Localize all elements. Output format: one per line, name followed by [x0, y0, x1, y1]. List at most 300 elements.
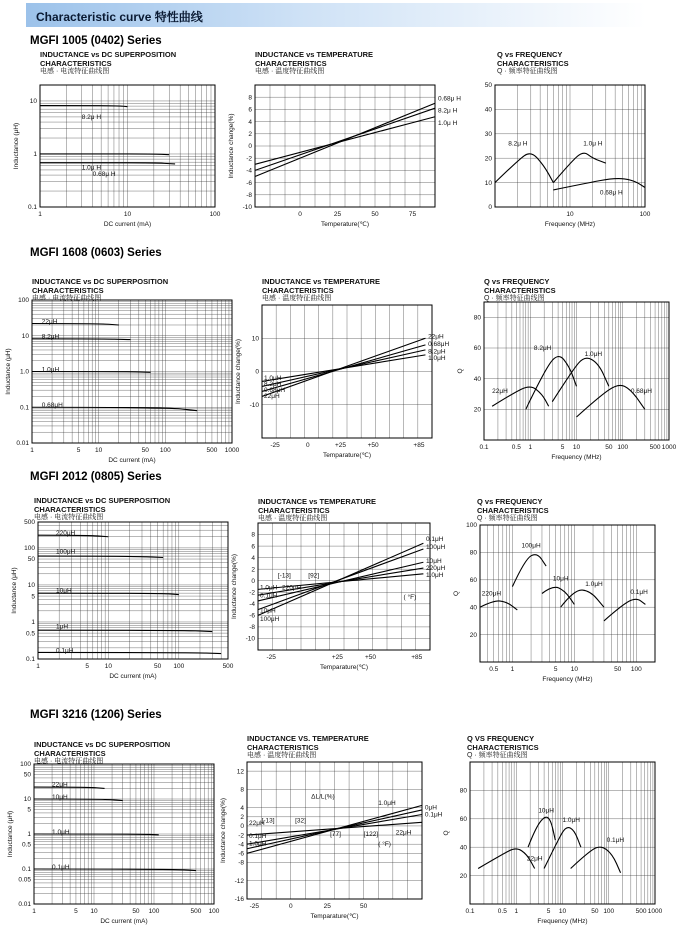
temperature-chart-title: INDUCTANCE vs TEMPERATURE	[258, 497, 377, 506]
y-tick-label: 40	[473, 375, 481, 383]
x-tick-label: 0.5	[489, 666, 499, 673]
x-axis-label: DC current (mA)	[100, 918, 148, 925]
y-axis-label: Q	[443, 830, 450, 836]
y-tick-label: 2	[248, 131, 252, 138]
series-label: 1.0μH	[426, 571, 444, 579]
series-curve	[604, 599, 645, 621]
y-tick-label: -2	[238, 832, 244, 840]
y-tick-label: 80	[459, 787, 467, 795]
y-axis-label: Inductance change(%)	[231, 553, 238, 620]
y-tick-label: 50	[27, 556, 35, 564]
x-axis-label: Frequency (MHz)	[544, 221, 596, 228]
dc-superposition-chart-subtitle: 电感 · 电流特征曲线图	[34, 514, 104, 521]
q-frequency-chart-subtitle: Q · 频率特征曲线图	[497, 68, 558, 75]
x-tick-label: 100	[630, 666, 642, 673]
y-tick-label: 0.1	[21, 866, 31, 874]
temperature-chart-title: INDUCTANCE VS. TEMPERATURE	[247, 734, 369, 743]
x-tick-label: 5	[560, 444, 565, 451]
series-label: 0.1μH	[52, 863, 70, 871]
series-label: 1.0μH	[584, 351, 603, 359]
x-tick-label: +85	[413, 442, 425, 449]
temperature-chart-title: CHARACTERISTICS	[262, 286, 334, 295]
y-tick-label: 40	[469, 604, 477, 612]
dc-superposition-chart	[11, 519, 234, 680]
page-title: Characteristic curve 特性曲线	[36, 10, 203, 24]
y-tick-label: 12	[236, 768, 244, 776]
x-tick-label: 50	[605, 444, 613, 451]
series-curve	[526, 357, 577, 410]
y-tick-label: 80	[469, 549, 477, 557]
y-tick-label: 8	[248, 94, 252, 102]
y-tick-label: -6	[238, 850, 244, 858]
y-tick-label: 500	[24, 519, 35, 527]
series-label: 0.1μH	[260, 592, 278, 600]
y-tick-label: -8	[238, 859, 244, 867]
x-tick-label: 0.1	[479, 444, 489, 451]
temperature-chart-title: CHARACTERISTICS	[247, 743, 319, 752]
x-tick-label: 25	[323, 903, 331, 910]
chart-annotation: [-13]	[277, 572, 291, 580]
y-tick-label: 0.1	[25, 656, 35, 664]
x-tick-label: 500	[206, 447, 218, 454]
series-label: 1.0μ H	[438, 119, 458, 127]
series-label: 10μH	[538, 807, 554, 815]
y-tick-label: -10	[249, 401, 259, 409]
x-tick-label: +85	[411, 654, 423, 661]
x-tick-label: 50	[132, 908, 140, 915]
dc-superposition-chart-title: INDUCTANCE vs DC SUPERPOSITION	[40, 50, 177, 59]
y-tick-label: 8	[251, 531, 255, 539]
y-tick-label: 0	[255, 368, 259, 376]
x-tick-label: 5	[553, 666, 558, 673]
x-tick-label: 10	[90, 908, 98, 915]
temperature-chart	[228, 85, 461, 228]
x-tick-label: +25	[331, 654, 343, 661]
series-label: 0.68μ H	[438, 95, 461, 103]
series-label: 1.0μH	[52, 828, 70, 836]
series-label: 10μH	[260, 607, 276, 615]
y-tick-label: -6	[249, 612, 255, 620]
series-label: 100μH	[55, 548, 76, 556]
y-tick-label: 0.01	[16, 440, 29, 448]
y-axis-label: Q	[453, 590, 460, 597]
x-tick-label: +25	[334, 442, 346, 449]
series-label: 1.0μH	[585, 580, 603, 588]
y-tick-label: -4	[249, 601, 255, 609]
series-label: 220μH	[426, 565, 446, 573]
x-tick-label: 100	[208, 908, 220, 915]
y-tick-label: 0.5	[25, 630, 35, 638]
q-frequency-chart-title: CHARACTERISTICS	[484, 286, 556, 295]
series-label: 100μH	[426, 544, 446, 552]
y-tick-label: 80	[473, 314, 481, 322]
dc-superposition-chart-subtitle: 电感 · 电流特征曲线图	[32, 295, 102, 302]
series-label: 8.2μ H	[438, 107, 458, 115]
dc-superposition-chart-subtitle: 电感 · 电流特征曲线图	[40, 68, 110, 75]
series-label: 8.2μH	[41, 333, 60, 341]
chart-annotation: [32]	[295, 817, 306, 825]
x-axis-label: Frequency (MHz)	[537, 918, 588, 925]
series-label: 10μH	[426, 558, 442, 566]
chart-annotation: ( °F)	[403, 594, 417, 602]
series-label: 1.0μH	[41, 366, 60, 374]
y-tick-label: -2	[246, 155, 252, 163]
chart-annotation: [92]	[308, 572, 320, 580]
series-label: 0μH	[424, 804, 437, 812]
dc-superposition-chart-title: CHARACTERISTICS	[32, 286, 104, 295]
x-tick-label: 50	[371, 211, 379, 218]
series-label: 22μH	[41, 318, 58, 326]
dc-superposition-chart-title: INDUCTANCE vs DC SUPERPOSITION	[34, 740, 171, 749]
x-tick-label: 100	[173, 663, 185, 670]
temperature-chart	[231, 523, 446, 671]
y-axis-label: Inductance change(%)	[228, 113, 235, 179]
q-frequency-chart-title: CHARACTERISTICS	[477, 506, 549, 515]
series-label: 1.0μH	[264, 375, 282, 383]
x-tick-label: 1	[38, 211, 42, 218]
y-tick-label: 0	[240, 823, 244, 831]
series-label: 1.0μH	[562, 817, 580, 825]
y-tick-label: 20	[469, 631, 477, 639]
x-tick-label: 1	[514, 908, 519, 915]
x-axis-label: Temparature(℃)	[310, 913, 359, 920]
x-tick-label: 10	[570, 666, 578, 673]
x-tick-label: 50	[360, 903, 368, 910]
q-frequency-chart-subtitle: Q · 频率特征曲线图	[467, 752, 528, 759]
series-label: 8.2μ H	[508, 140, 528, 148]
y-tick-label: 4	[251, 554, 255, 562]
series-curve	[542, 587, 574, 604]
x-axis-label: DC current (mA)	[109, 673, 157, 680]
q-frequency-chart	[453, 522, 655, 683]
y-tick-label: 10	[251, 335, 259, 343]
y-tick-label: 40	[459, 844, 467, 852]
x-axis-label: Frequency (MHz)	[551, 454, 602, 461]
x-tick-label: +50	[367, 442, 379, 449]
series-label: 220μH	[282, 584, 302, 592]
series-label: 22μH	[492, 387, 508, 395]
y-tick-label: 10	[29, 98, 37, 106]
series-curve	[40, 163, 175, 164]
dc-superposition-chart	[13, 85, 221, 228]
y-tick-label: 2	[240, 814, 244, 821]
x-tick-label: 1	[32, 908, 36, 915]
x-tick-label: 25	[333, 211, 342, 218]
y-tick-label: 0.1	[27, 204, 37, 212]
series-label: 0.68μH	[630, 387, 652, 395]
x-tick-label: 1	[36, 663, 40, 670]
series-label: 0.1μH	[249, 832, 267, 840]
x-tick-label: 1	[30, 447, 34, 454]
y-tick-label: 10	[484, 179, 492, 187]
series-label: 1.0μH	[428, 355, 446, 363]
y-tick-label: 10	[23, 796, 31, 804]
temperature-chart-subtitle: 电感 · 温度特征曲线图	[255, 68, 325, 75]
dc-superposition-chart-title: CHARACTERISTICS	[34, 749, 106, 758]
series-label: 0.1μH	[426, 536, 444, 544]
series-label: 1.0μ H	[81, 164, 102, 172]
x-axis-label: Temparature(℃)	[319, 664, 369, 671]
x-tick-label: 50	[591, 908, 599, 915]
series-label: 1.0μH	[260, 584, 278, 592]
dc-superposition-chart-subtitle: 电感 · 电流特征曲线图	[34, 758, 104, 765]
series-label: 1μH	[55, 623, 69, 631]
x-tick-label: -25	[270, 442, 280, 449]
q-frequency-chart-title: CHARACTERISTICS	[467, 743, 539, 752]
q-frequency-chart	[484, 82, 651, 228]
y-tick-label: 0.1	[19, 404, 29, 412]
chart-annotation: [-13]	[261, 817, 275, 825]
y-axis-label: Inductance (μH)	[11, 567, 18, 614]
y-tick-label: 1.0	[19, 368, 29, 376]
series-label: 22μH	[52, 781, 68, 789]
y-tick-label: 60	[459, 816, 467, 823]
x-tick-label: 10	[123, 211, 132, 218]
chart-annotation: [122]	[363, 830, 379, 838]
q-frequency-chart-title: CHARACTERISTICS	[497, 59, 569, 68]
y-tick-label: -4	[246, 167, 252, 175]
y-tick-label: -8	[249, 624, 255, 632]
series-label: 8.2μH	[428, 348, 446, 356]
y-tick-label: -12	[234, 877, 244, 885]
x-tick-label: 100	[617, 444, 629, 451]
temperature-chart	[220, 762, 443, 920]
series-label: 1.0μ H	[583, 140, 603, 148]
y-tick-label: 0.5	[21, 841, 31, 849]
series-curve	[571, 847, 621, 873]
y-tick-label: 0	[251, 577, 255, 585]
series-label: 220μH	[55, 530, 76, 538]
series-label: 10μH	[52, 793, 68, 801]
temperature-chart	[235, 305, 450, 459]
y-tick-label: 4	[248, 118, 252, 126]
series-label: 22μH	[428, 333, 444, 341]
x-tick-label: 1000	[661, 444, 677, 451]
y-axis-label: Inductance (μH)	[13, 122, 20, 170]
q-frequency-chart-subtitle: Q · 频率特征曲线图	[484, 295, 545, 302]
x-axis-label: Temperature(℃)	[320, 221, 370, 228]
y-tick-label: 50	[484, 82, 492, 90]
series-label: 22μH	[264, 393, 280, 401]
y-tick-label: 60	[473, 345, 481, 353]
q-frequency-chart-title: Q VS FREQUENCY	[467, 734, 535, 743]
series-curve	[40, 106, 128, 107]
series-label: 1.0μH	[249, 840, 267, 848]
y-tick-label: 100	[466, 522, 477, 530]
y-tick-label: 5	[31, 593, 35, 601]
series-curve	[40, 154, 169, 155]
series-label: 0.68μ H	[599, 189, 623, 197]
y-axis-label: Inductance (μH)	[7, 810, 14, 858]
y-tick-label: -4	[238, 841, 244, 849]
y-tick-label: 8	[240, 786, 244, 794]
y-tick-label: 30	[484, 131, 492, 138]
temperature-chart-subtitle: 电感 · 温度特征曲线图	[258, 515, 328, 522]
series-label: 0.1μH	[630, 589, 648, 597]
y-tick-label: 1	[27, 831, 31, 839]
x-tick-label: 10	[566, 211, 574, 218]
x-tick-label: 1000	[647, 908, 663, 915]
y-tick-label: -16	[234, 896, 244, 904]
chart-annotation: [77]	[330, 830, 341, 838]
header-banner	[26, 3, 646, 27]
series-curve	[512, 555, 546, 587]
series-label: 0.1μH	[606, 837, 625, 845]
series-label: 22μH	[395, 829, 412, 837]
q-frequency-chart-title: Q vs FREQUENCY	[477, 497, 543, 506]
series-label: 0.68μH	[428, 341, 450, 349]
series-curve	[528, 817, 555, 847]
x-axis-label: DC current (mA)	[103, 221, 152, 228]
series-curve	[258, 549, 423, 610]
x-axis-label: DC current (mA)	[108, 457, 156, 464]
series-title: MGFI 1608 (0603) Series	[30, 247, 162, 259]
y-tick-label: -10	[242, 204, 252, 212]
series-label: 8.2μH	[533, 345, 552, 352]
x-tick-label: 100	[159, 447, 171, 454]
temperature-chart-subtitle: 电感 · 温度特征曲线图	[262, 295, 332, 302]
temperature-chart-title: INDUCTANCE vs TEMPERATURE	[255, 50, 374, 59]
x-axis-label: Temparature(℃)	[322, 452, 372, 459]
series-curve	[553, 153, 605, 182]
y-tick-label: 20	[459, 872, 467, 880]
y-tick-label: 10	[21, 332, 29, 340]
series-label: 22μH	[249, 820, 265, 828]
x-tick-label: 5	[74, 908, 78, 915]
x-axis-label: Frequency (MHz)	[542, 676, 593, 683]
x-tick-label: 500	[649, 444, 661, 451]
y-tick-label: 6	[251, 543, 255, 551]
y-tick-label: 1	[33, 151, 37, 159]
dc-superposition-chart-title: INDUCTANCE vs DC SUPERPOSITION	[34, 496, 171, 505]
x-tick-label: 50	[614, 666, 622, 673]
series-title: MGFI 3216 (1206) Series	[30, 709, 162, 721]
chart-annotation: ΔL/L(%)	[311, 793, 335, 801]
series-label: 22μH	[526, 855, 543, 863]
temperature-chart-title: INDUCTANCE vs TEMPERATURE	[262, 277, 381, 286]
y-tick-label: 50	[23, 771, 31, 779]
series-label: 0.68μ H	[92, 170, 116, 178]
y-tick-label: 40	[484, 106, 492, 114]
x-tick-label: 0.5	[497, 908, 507, 915]
x-tick-label: 5	[85, 663, 90, 670]
x-tick-label: 5	[76, 447, 81, 454]
x-tick-label: 1000	[224, 447, 240, 454]
series-label: 8.2μH	[264, 381, 282, 389]
y-tick-label: 20	[473, 406, 481, 414]
series-label: 220μH	[481, 590, 502, 598]
x-tick-label: 100	[639, 211, 651, 218]
series-title: MGFI 1005 (0402) Series	[30, 35, 162, 47]
x-tick-label: 500	[222, 663, 234, 670]
series-curve	[34, 799, 123, 801]
series-label: 8.2μ H	[81, 113, 102, 121]
series-title: MGFI 2012 (0805) Series	[30, 471, 162, 483]
temperature-chart-title: CHARACTERISTICS	[258, 506, 330, 515]
y-tick-label: -8	[246, 192, 252, 199]
y-tick-label: 0	[248, 143, 252, 151]
q-frequency-chart	[457, 302, 677, 461]
series-curve	[553, 179, 645, 190]
series-label: 0.1μH	[424, 811, 443, 819]
chart-annotation: ( °F)	[378, 841, 391, 849]
y-tick-label: 100	[18, 297, 29, 305]
x-tick-label: -25	[266, 654, 276, 661]
x-tick-label: 10	[104, 663, 113, 670]
x-tick-label: 10	[558, 908, 567, 915]
series-curve	[262, 338, 425, 396]
y-axis-label: Inductance (μH)	[5, 348, 12, 395]
y-tick-label: -2	[249, 589, 255, 597]
series-label: 10μH	[55, 587, 72, 595]
x-tick-label: 500	[635, 908, 647, 915]
y-axis-label: Inductance change(%)	[235, 338, 242, 405]
x-tick-label: 1	[528, 444, 533, 451]
series-curve	[262, 355, 425, 382]
x-tick-label: 10	[95, 447, 103, 454]
y-tick-label: 0.05	[18, 876, 31, 884]
y-tick-label: 1	[31, 619, 35, 627]
series-label: 1.0μH	[378, 800, 396, 808]
x-tick-label: 5	[546, 908, 551, 915]
y-tick-label: 0	[488, 204, 492, 212]
temperature-chart-title: CHARACTERISTICS	[255, 59, 327, 68]
y-axis-label: Inductance change(%)	[220, 797, 227, 864]
x-tick-label: 75	[408, 211, 417, 218]
series-label: 0.68μH	[41, 402, 63, 410]
x-tick-label: 0	[288, 903, 293, 910]
y-tick-label: -10	[245, 635, 255, 643]
x-tick-label: 100	[209, 211, 221, 218]
temperature-chart-subtitle: 电感 · 温度特征曲线图	[247, 752, 317, 759]
series-curve	[552, 358, 609, 401]
y-tick-label: 60	[469, 577, 477, 584]
dc-superposition-chart-title: CHARACTERISTICS	[40, 59, 112, 68]
q-frequency-chart	[443, 762, 663, 925]
x-tick-label: 0	[305, 442, 310, 449]
x-tick-label: -25	[249, 903, 259, 910]
series-label: 100μH	[521, 542, 541, 550]
y-tick-label: 5	[27, 806, 31, 814]
x-tick-label: 0.1	[465, 908, 475, 915]
series-label: 0.1μH	[55, 647, 74, 655]
series-label: 0.68μH	[264, 387, 286, 395]
y-tick-label: 100	[24, 545, 35, 553]
dc-superposition-chart-title: CHARACTERISTICS	[34, 505, 106, 514]
x-tick-label: 0	[298, 211, 302, 218]
x-tick-label: 50	[153, 663, 162, 670]
x-tick-label: 10	[572, 444, 581, 451]
x-tick-label: 50	[141, 447, 149, 454]
y-tick-label: 4	[240, 804, 244, 812]
y-tick-label: 2	[251, 566, 255, 574]
series-label: 10μH	[552, 575, 569, 583]
y-tick-label: 6	[248, 106, 252, 114]
x-tick-label: 100	[603, 908, 615, 915]
x-tick-label: +50	[364, 654, 376, 661]
x-tick-label: 100	[148, 908, 160, 915]
y-tick-label: -6	[246, 179, 252, 187]
q-frequency-chart-subtitle: Q · 频率特征曲线图	[477, 515, 538, 522]
series-curve	[561, 590, 604, 607]
y-tick-label: 0.01	[18, 901, 31, 909]
q-frequency-chart-title: Q vs FREQUENCY	[484, 277, 550, 286]
y-tick-label: 20	[484, 155, 492, 163]
y-tick-label: 100	[20, 761, 31, 769]
series-curve	[38, 556, 163, 557]
x-tick-label: 0.5	[511, 444, 521, 451]
x-tick-label: 1	[510, 666, 515, 673]
